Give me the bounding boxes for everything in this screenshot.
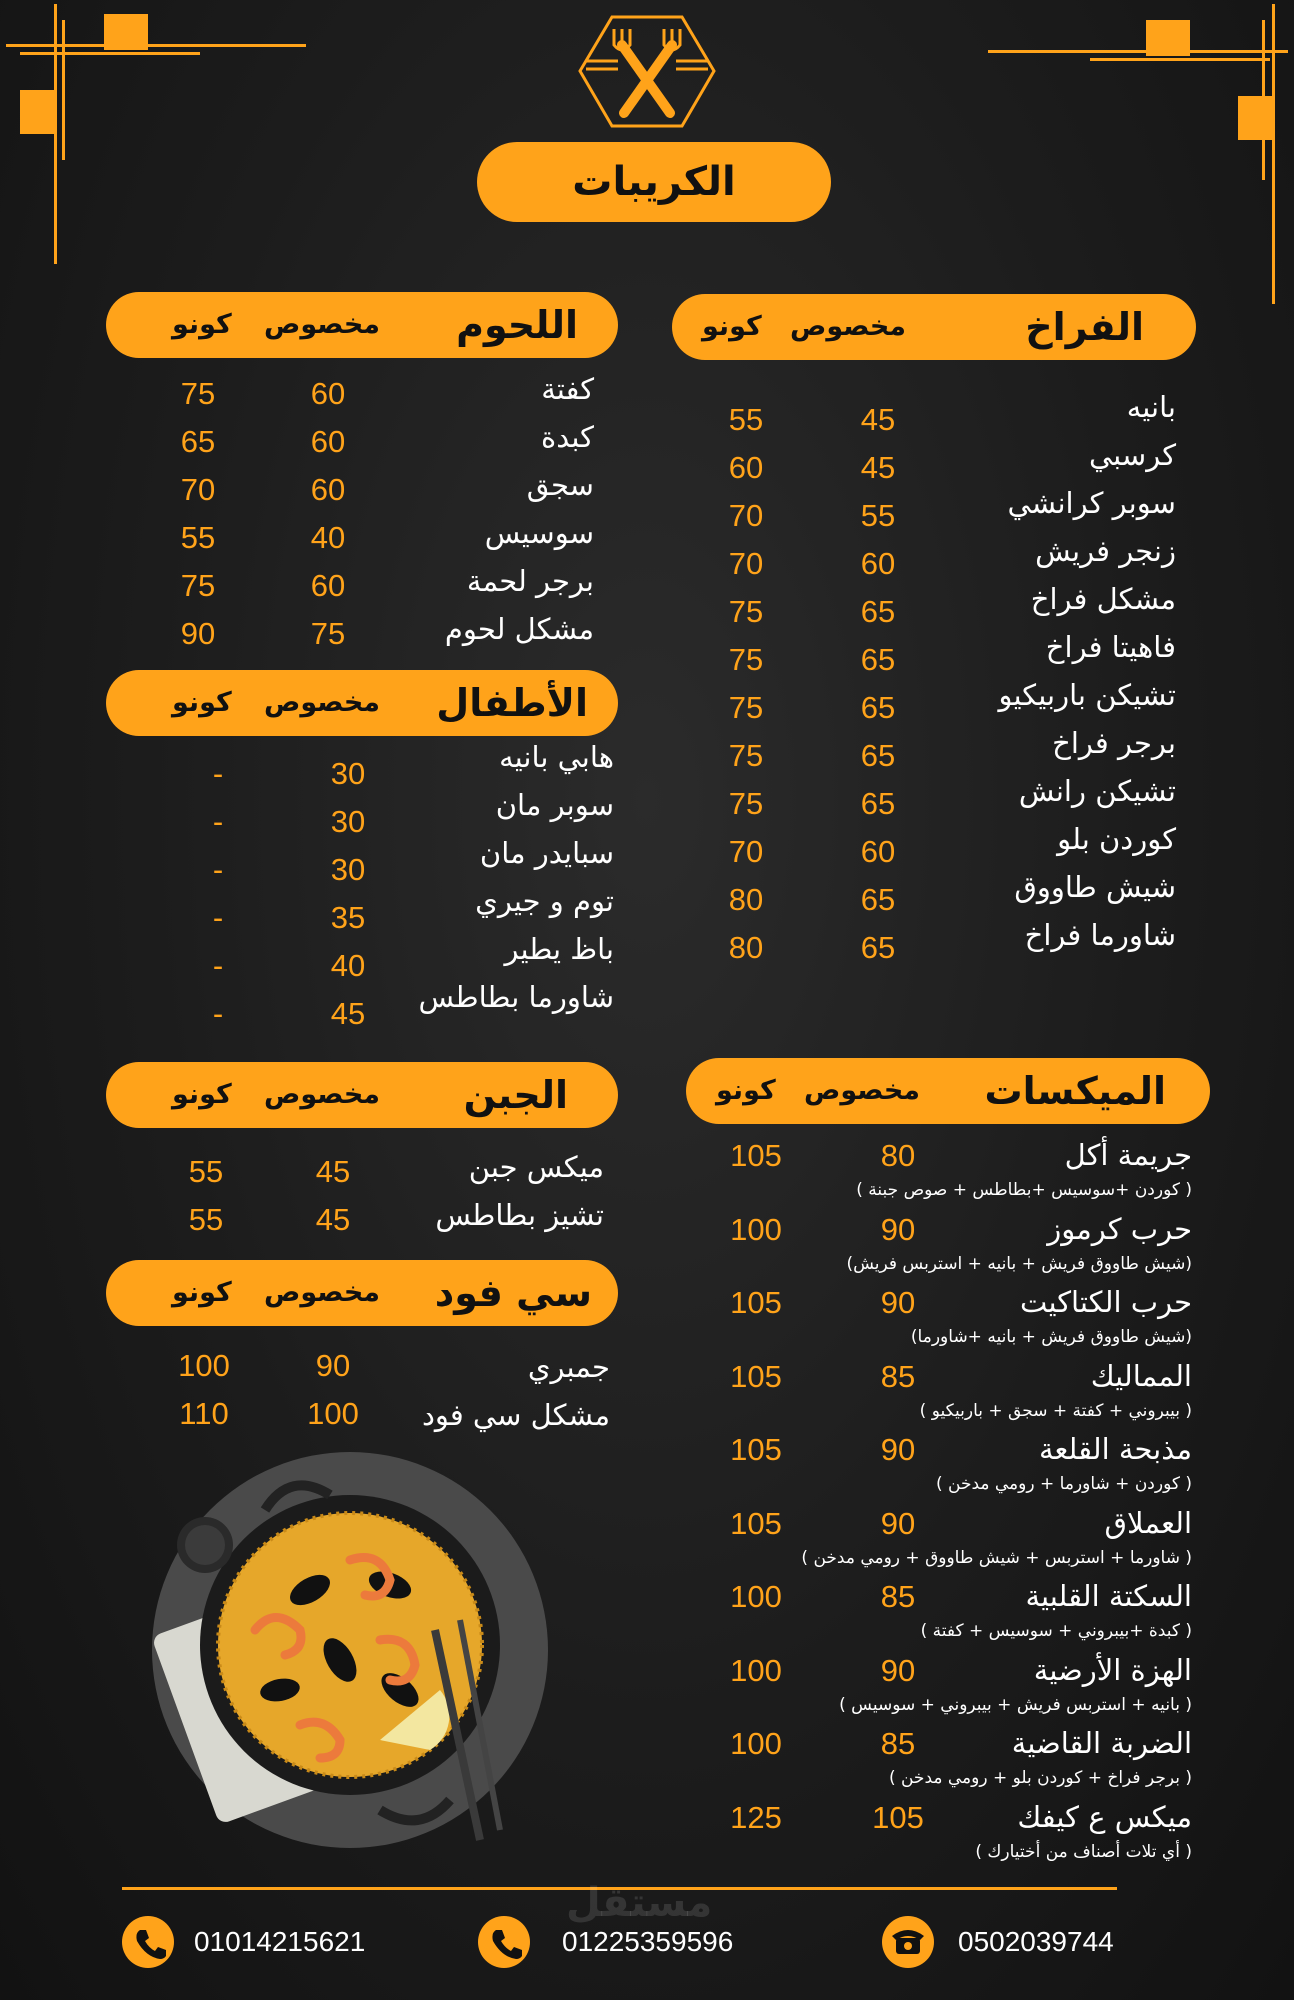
item-name: شاورما بطاطس xyxy=(418,980,614,1014)
price-cono: 80 xyxy=(728,882,764,917)
price-special: 65 xyxy=(860,930,896,965)
item-name: برجر لحمة xyxy=(466,564,594,598)
item-name: تشيز بطاطس xyxy=(435,1198,604,1232)
item-name: جمبري xyxy=(527,1350,610,1384)
price-cono: 100 xyxy=(730,1211,782,1247)
price-cono: 70 xyxy=(728,498,764,533)
item-name: شاورما فراخ xyxy=(1024,918,1176,952)
column-special: مخصوص xyxy=(264,1079,381,1110)
section-title: الجبن xyxy=(463,1073,568,1117)
price-special: 60 xyxy=(860,546,896,581)
corner-ornament-block xyxy=(20,90,54,134)
price-special: 75 xyxy=(310,616,346,651)
price-special: 55 xyxy=(860,498,896,533)
item-description: ( كبدة +بيبروني + سوسيس + كفتة ) xyxy=(920,1621,1192,1641)
item-name: المماليك xyxy=(1090,1358,1192,1393)
corner-ornament-line xyxy=(54,4,57,264)
item-name: كبدة xyxy=(541,420,594,454)
corner-ornament-line xyxy=(1090,58,1270,61)
price-cono: 65 xyxy=(180,424,216,459)
section-header-meat xyxy=(106,292,618,358)
column-special: مخصوص xyxy=(264,1277,381,1308)
price-special: 85 xyxy=(880,1358,916,1394)
item-name: سوبر كرانشي xyxy=(1007,486,1176,520)
price-special: 35 xyxy=(330,900,366,935)
item-name: بانيه xyxy=(1126,390,1176,424)
item-name: العملاق xyxy=(1104,1505,1192,1540)
item-name: برجر فراخ xyxy=(1052,726,1176,760)
item-name: مشكل لحوم xyxy=(444,612,594,646)
item-description: ( كوردن + شاورما + رومي مدخن ) xyxy=(935,1474,1192,1494)
price-special: 65 xyxy=(860,786,896,821)
price-special: 65 xyxy=(860,882,896,917)
price-cono: 70 xyxy=(180,472,216,507)
item-description: ( برجر فراخ + كوردن بلو + رومي مدخن ) xyxy=(888,1768,1192,1788)
price-cono: 55 xyxy=(188,1202,224,1237)
price-special: 45 xyxy=(860,402,896,437)
price-cono: 100 xyxy=(730,1579,782,1614)
price-special: 45 xyxy=(330,996,366,1031)
price-special: 90 xyxy=(315,1348,351,1383)
price-special: 105 xyxy=(872,1799,924,1835)
item-name: شيش طاووق xyxy=(1014,870,1176,904)
corner-ornament-line xyxy=(6,44,306,47)
column-cono: كونو xyxy=(702,311,762,342)
item-name: مشكل فراخ xyxy=(1030,582,1176,616)
price-cono: - xyxy=(212,852,224,887)
watermark: مستقل xyxy=(566,1880,713,1926)
price-special: 45 xyxy=(315,1202,351,1237)
price-cono: 105 xyxy=(730,1138,782,1173)
price-special: 40 xyxy=(330,948,366,983)
item-name: ميكس جبن xyxy=(468,1150,604,1184)
item-name: باظ يطير xyxy=(504,932,614,966)
item-description: (شيش طاووق فريش + بانيه + استربس فريش) xyxy=(846,1253,1192,1274)
price-special: 90 xyxy=(880,1285,916,1320)
corner-ornament-block xyxy=(104,14,148,50)
fork-logo-icon xyxy=(578,15,716,128)
price-special: 60 xyxy=(310,472,346,507)
phone-number[interactable]: 0502039744 xyxy=(958,1926,1114,1957)
section-header-cheese xyxy=(106,1062,618,1128)
corner-ornament-block xyxy=(1146,20,1190,56)
price-cono: 100 xyxy=(178,1348,230,1383)
column-special: مخصوص xyxy=(264,309,381,340)
price-special: 65 xyxy=(860,690,896,725)
column-cono: كونو xyxy=(172,1277,232,1308)
price-special: 45 xyxy=(315,1154,351,1189)
price-cono: 55 xyxy=(728,402,764,437)
corner-ornament-line xyxy=(62,20,65,160)
price-cono: 60 xyxy=(728,450,764,485)
landline-phone-icon xyxy=(882,1916,934,1968)
item-name: سوسيس xyxy=(484,516,594,550)
price-special: 65 xyxy=(860,738,896,773)
price-special: 100 xyxy=(307,1396,359,1431)
section-title: اللحوم xyxy=(456,303,578,347)
item-name: تشيكن رانش xyxy=(1018,774,1176,808)
price-cono: 70 xyxy=(728,834,764,869)
item-description: ( بيبروني + كفتة + سجق + باربيكيو ) xyxy=(919,1400,1192,1421)
section-header-mixes xyxy=(686,1058,1210,1124)
price-cono: - xyxy=(212,900,224,935)
price-cono: 105 xyxy=(730,1358,782,1394)
price-cono: - xyxy=(212,996,224,1031)
section-title: سي فود xyxy=(434,1271,592,1315)
price-cono: 75 xyxy=(728,738,764,773)
item-name: مذبحة القلعة xyxy=(1038,1432,1192,1466)
section-title: الأطفال xyxy=(436,681,588,725)
price-special: 30 xyxy=(330,756,366,791)
price-special: 40 xyxy=(310,520,346,555)
phone-number[interactable]: 01014215621 xyxy=(194,1926,366,1957)
corner-ornament-line xyxy=(20,52,200,55)
item-name: كوردن بلو xyxy=(1057,822,1176,856)
price-cono: 105 xyxy=(730,1432,782,1467)
price-cono: 105 xyxy=(730,1505,782,1541)
price-cono: 75 xyxy=(728,690,764,725)
corner-ornament-block xyxy=(1238,96,1272,140)
price-special: 85 xyxy=(880,1726,916,1761)
price-cono: 125 xyxy=(730,1799,782,1835)
item-name: الهزة الأرضية xyxy=(1033,1652,1192,1687)
section-title: الفراخ xyxy=(1025,305,1144,349)
price-cono: 75 xyxy=(728,786,764,821)
item-name: هابي بانيه xyxy=(499,740,614,774)
price-special: 45 xyxy=(860,450,896,485)
price-cono: - xyxy=(212,804,224,839)
price-special: 60 xyxy=(310,568,346,603)
column-cono: كونو xyxy=(172,309,232,340)
item-name: حرب الكتاكيت xyxy=(1020,1285,1192,1319)
price-cono: 100 xyxy=(730,1652,782,1688)
item-name: زنجر فريش xyxy=(1035,534,1176,568)
price-cono: 70 xyxy=(728,546,764,581)
price-cono: 55 xyxy=(188,1154,224,1189)
column-special: مخصوص xyxy=(804,1075,921,1106)
column-cono: كونو xyxy=(716,1075,776,1106)
price-special: 60 xyxy=(860,834,896,869)
section-title: الميكسات xyxy=(984,1069,1166,1113)
price-special: 90 xyxy=(880,1505,916,1541)
section-header-seafood xyxy=(106,1260,618,1326)
column-special: مخصوص xyxy=(790,311,907,342)
price-cono: 75 xyxy=(180,376,216,411)
item-name: مشكل سي فود xyxy=(421,1398,610,1432)
item-name: جريمة أكل xyxy=(1064,1138,1192,1172)
price-cono: 110 xyxy=(179,1396,229,1431)
corner-ornament-line xyxy=(988,50,1288,53)
item-name: توم و جيري xyxy=(475,884,614,918)
price-cono: 105 xyxy=(730,1285,782,1320)
price-cono: 55 xyxy=(180,520,216,555)
item-name: سجق xyxy=(526,468,594,502)
phone-number[interactable]: 01225359596 xyxy=(562,1926,734,1957)
item-name: حرب كرموز xyxy=(1047,1211,1192,1246)
column-cono: كونو xyxy=(172,687,232,718)
item-name: سوبر مان xyxy=(495,788,614,822)
phone-icon xyxy=(122,1916,174,1968)
price-special: 60 xyxy=(310,376,346,411)
item-name: فاهيتا فراخ xyxy=(1045,630,1176,664)
price-cono: - xyxy=(212,756,224,791)
price-special: 65 xyxy=(860,642,896,677)
price-special: 30 xyxy=(330,852,366,887)
item-description: ( بانيه + استربس فريش + بيبروني + سوسيس ) xyxy=(839,1694,1192,1715)
column-cono: كونو xyxy=(172,1079,232,1110)
item-description: ( أي تلات أصناف من أختيارك ) xyxy=(975,1841,1192,1862)
price-cono: 80 xyxy=(728,930,764,965)
price-special: 65 xyxy=(860,594,896,629)
item-name: كرسبي xyxy=(1088,438,1176,472)
price-special: 90 xyxy=(880,1211,916,1247)
price-cono: 75 xyxy=(728,594,764,629)
item-name: السكتة القلبية xyxy=(1025,1579,1192,1613)
price-special: 90 xyxy=(880,1652,916,1688)
corner-ornament-line xyxy=(1272,4,1275,304)
price-cono: - xyxy=(212,948,224,983)
price-special: 30 xyxy=(330,804,366,839)
price-cono: 90 xyxy=(180,616,216,651)
price-special: 85 xyxy=(880,1579,916,1614)
item-name: الضربة القاضية xyxy=(1011,1726,1192,1760)
item-name: كفتة xyxy=(541,372,594,406)
section-header-kids xyxy=(106,670,618,736)
price-cono: 100 xyxy=(730,1726,782,1761)
price-cono: 75 xyxy=(180,568,216,603)
item-name: سبايدر مان xyxy=(479,836,614,870)
price-special: 60 xyxy=(310,424,346,459)
item-description: (شيش طاووق فريش + بانيه +شاورما) xyxy=(910,1327,1192,1347)
price-special: 90 xyxy=(880,1432,916,1467)
price-special: 80 xyxy=(880,1138,916,1173)
column-special: مخصوص xyxy=(264,687,381,718)
paella-dish-image xyxy=(150,1450,550,1850)
section-header-chicken xyxy=(672,294,1196,360)
price-cono: 75 xyxy=(728,642,764,677)
item-name: تشيكن باربيكيو xyxy=(998,678,1176,712)
item-name: ميكس ع كيفك xyxy=(1017,1799,1192,1834)
item-description: ( شاورما + استربس + شيش طاووق + رومي مدخن ) xyxy=(801,1547,1192,1568)
phone-icon xyxy=(478,1916,530,1968)
menu-title: الكريبات xyxy=(477,142,831,222)
item-description: ( كوردن +سوسيس +بطاطس + صوص جبنة ) xyxy=(856,1180,1192,1200)
